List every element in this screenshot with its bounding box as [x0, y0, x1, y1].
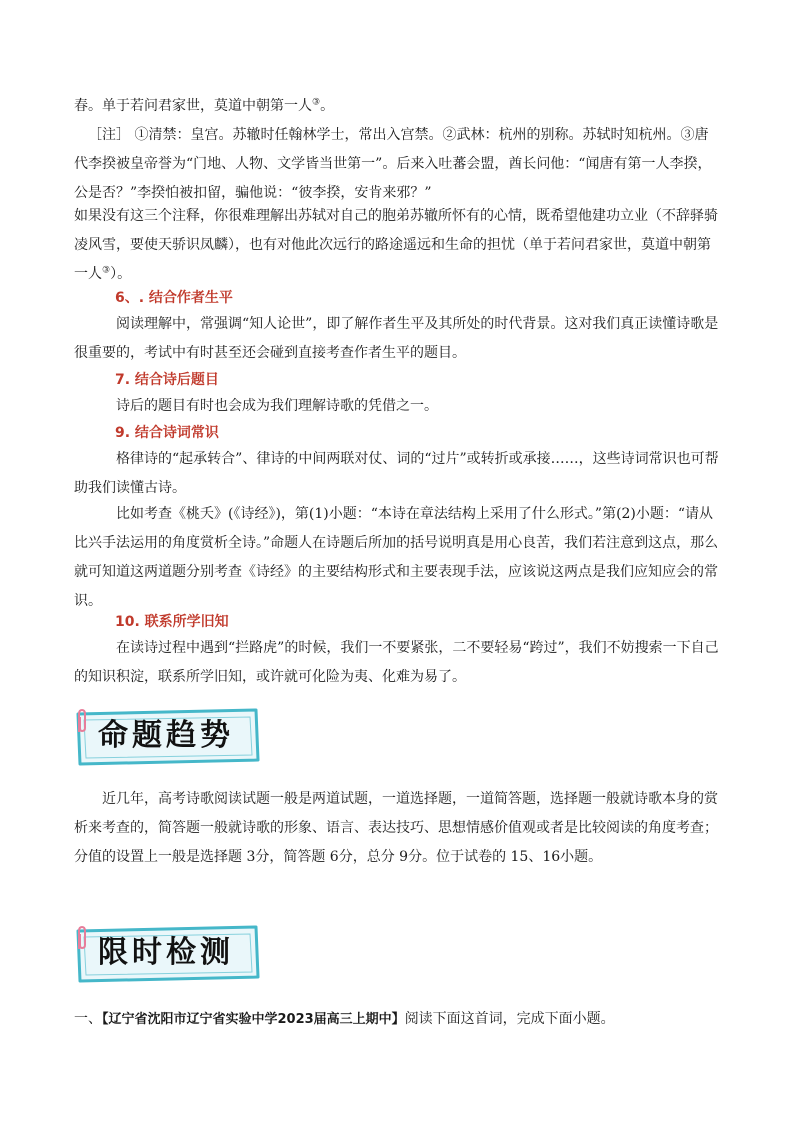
- question-source: 【辽宁省沈阳市辽宁省实验中学2023届高三上期中】: [102, 1012, 405, 1027]
- section-heading-10: 10. 联系所学旧知: [115, 614, 229, 630]
- section-heading-7: 7. 结合诗后题目: [115, 372, 219, 388]
- banner-test: [74, 925, 262, 983]
- question-number: 一、: [74, 1011, 102, 1027]
- question-line: [74, 1008, 734, 1031]
- paperclip-icon: [74, 925, 90, 951]
- footnote-marker: ③: [312, 97, 321, 108]
- intro-text: 春。单于若问君家世，莫道中朝第一人: [74, 98, 312, 114]
- footnote-marker: ③: [102, 265, 111, 276]
- notes-paragraph: [74, 121, 722, 208]
- section-body-9: 格律诗的“起承转合”、律诗的中间两联对仗、词的“过片”或转折或承接……，这些诗词常识也可帮助我们读懂古诗。: [74, 451, 719, 496]
- section-heading-9: 9. 结合诗词常识: [115, 425, 219, 441]
- banner-trend: [74, 708, 262, 766]
- section-body-9-example: 比如考查《桃夭》(《诗经》)，第(1)小题：“本诗在章法结构上采用了什么形式。”第(2)小题：“请从比兴手法运用的角度赏析全诗。”命题人在诗题后所加的括号说明真是用心良苦，我们若注意到这点，那么就可知道这两道题分别考查《诗经》的主要结构形式和主要表现手法，应该说这两点是我们应知应会的常识。: [74, 506, 719, 609]
- explain-end: ）。: [110, 266, 132, 282]
- banner-title: 命题趋势: [98, 718, 234, 753]
- notes-text: ①清禁：皇宫。苏辙时任翰林学士，常出入宫禁。②武林：杭州的别称。苏轼时知杭州。③唐代李揆被皇帝誉为“门地、人物、文学皆当世第一”。后来入吐蕃会盟，酋长问他：“闻唐有第一人李揆，公是否？”李揆怕被扣留，骗他说：“彼李揆，安肯来邪？”: [74, 127, 712, 201]
- paperclip-icon: [74, 708, 90, 734]
- section-body-6: 阅读理解中，常强调“知人论世”，即了解作者生平及其所处的时代背景。这对我们真正读懂诗歌是很重要的，考试中有时甚至还会碰到直接考查作者生平的题目。: [74, 316, 719, 361]
- explain-paragraph: [74, 202, 722, 289]
- question-text: 阅读下面这首词，完成下面小题。: [404, 1011, 615, 1027]
- notes-label: ［注］: [88, 127, 130, 143]
- banner-title: 限时检测: [98, 935, 234, 970]
- intro-line: [74, 92, 722, 121]
- explain-text: 如果没有这三个注释，你很难理解出苏轼对自己的胞弟苏辙所怀有的心情，既希望他建功立业（不辞驿骑凌风雪，要使天骄识凤麟），也有对他此次远行的路途遥远和生命的担忧（单于若问君家世，莫道中朝第一人: [74, 208, 718, 282]
- section-body-10: 在读诗过程中遇到“拦路虎”的时候，我们一不要紧张，二不要轻易“跨过”，我们不妨搜索一下自己的知识积淀，联系所学旧知，或许就可化险为夷、化难为易了。: [74, 640, 719, 685]
- section-heading-6: 6、. 结合作者生平: [115, 290, 233, 306]
- trend-paragraph: 近几年，高考诗歌阅读试题一般是两道试题，一道选择题，一道简答题，选择题一般就诗歌本身的赏析来考查的，简答题一般就诗歌的形象、语言、表达技巧、思想情感价值观或者是比较阅读的角度考查；分值的设置上一般是选择题 3分，简答题 6分，总分 9分。位于试卷的 15、16小题。: [74, 791, 718, 865]
- intro-end: 。: [320, 98, 335, 114]
- section-body-7: 诗后的题目有时也会成为我们理解诗歌的凭借之一。: [116, 398, 438, 414]
